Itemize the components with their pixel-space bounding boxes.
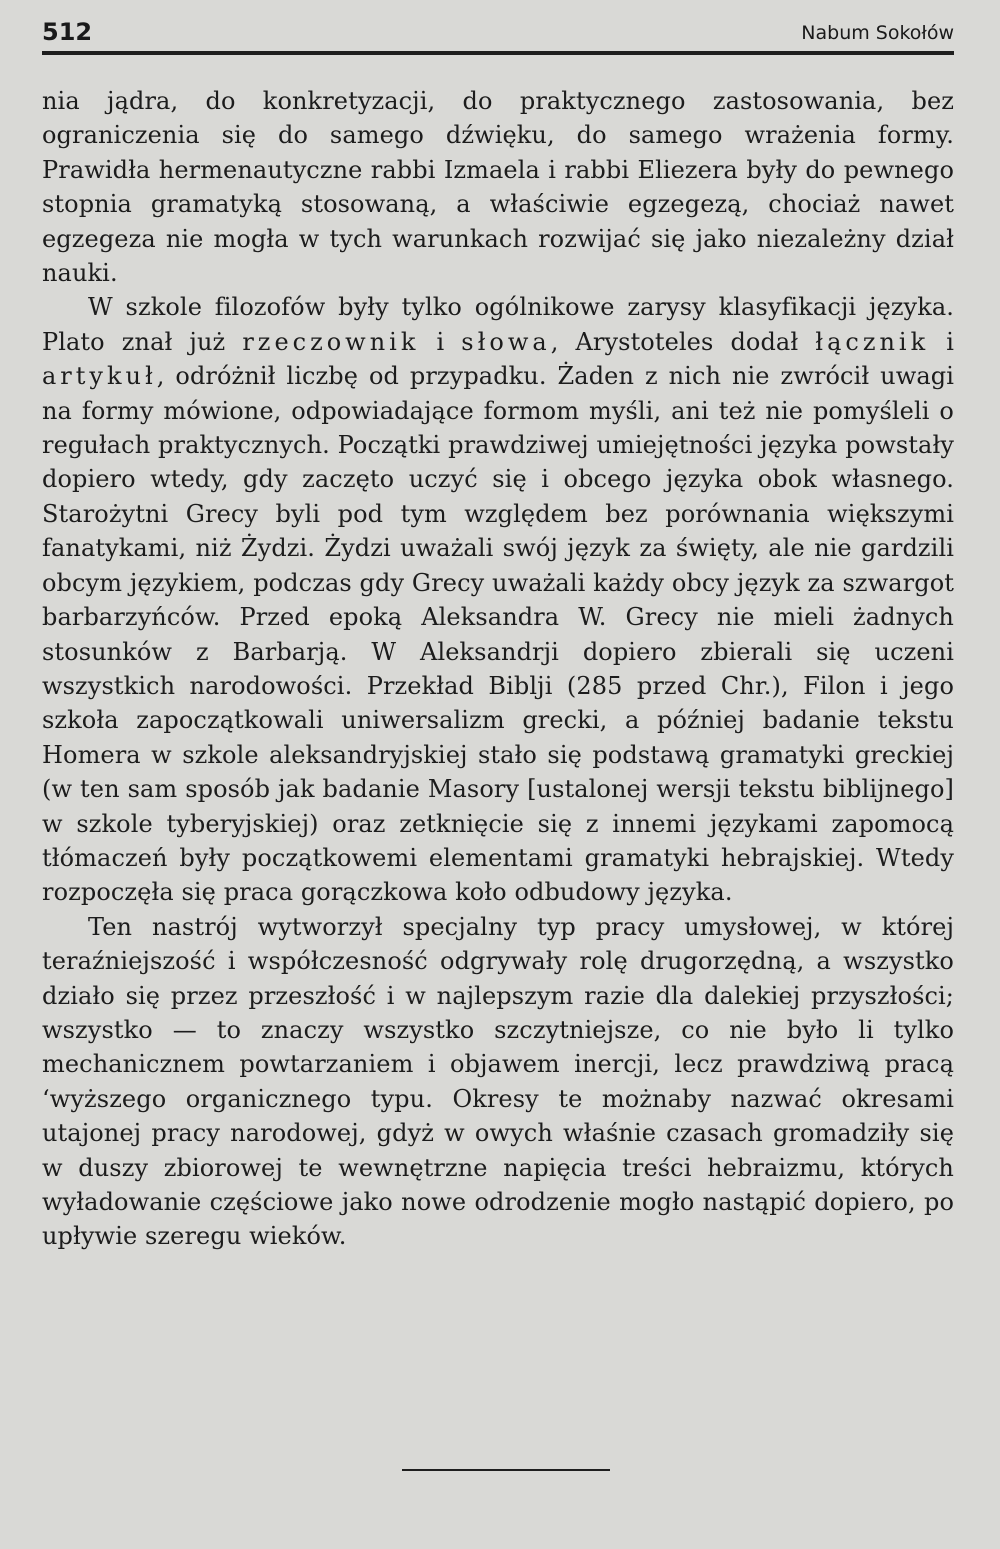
paragraph-2-text-d: i [929,327,954,356]
paragraph-2 [42,290,954,909]
chapter-end-rule [402,1469,610,1471]
paragraph-3-text: Ten nastrój wytworzył specjalny typ pracy umysłowej, w której teraźniejszość i współczesność odgrywały rolę drugorzędną, a wszystko działo się przez przeszłość i w najlepszym razie dla dalekiej przyszłości; wszystko — to znaczy wszystko szczytniejsze, co nie było li tylko mechanicznem powtarzaniem i objawem inercji, lecz prawdziwą pracą ʻwyższego organicznego typu. Okresy te możnaby nazwać okresami utajonej pracy narodowej, gdyż w owych właśnie czasach gromadziły się w duszy zbiorowej te wewnętrzne napięcia treści hebraizmu, których wyładowanie częściowe jako nowe odrodzenie mogło nastąpić dopiero, po upływie szeregu wieków. [42,912,954,1251]
paragraph-1 [42,84,954,290]
term-artykul: artykuł [42,362,157,391]
paragraph-2-text-e: , odróżnił liczbę od przypadku. Żaden z nich nie zwrócił uwagi na formy mówione, odpowiadające formom myśli, ani też nie pomyśleli o regułach praktycznych. Początki prawdziwej umiejętności języka powstały dopiero wtedy, gdy zaczęto uczyć się i obcego języka obok własnego. Starożytni Grecy byli pod tym względem bez porównania większymi fanatykami, niż Żydzi. Żydzi uważali swój język za święty, ale nie gardzili obcym językiem, podczas gdy Grecy uważali każdy obcy język za szwargot barbarzyńców. Przed epoką Aleksandra W. Grecy nie mieli żadnych stosunków z Barbarją. W Aleksandrji dopiero zbierali się uczeni wszystkich narodowości. Przekład Biblji (285 przed Chr.), Filon i jego szkoła zapoczątkowali uniwersalizm grecki, a później badanie tekstu Homera w szkole aleksandryjskiej stało się podstawą gramatyki greckiej (w ten sam sposób jak badanie Masory [ustalonej wersji tekstu biblijnego] w szkole tyberyjskiej) oraz zetknięcie się z innemi językami zapomocą tłómaczeń były początkowemi elementami gramatyki hebrajskiej. Wtedy rozpoczęła się praca gorączkowa koło odbudowy języka. [42,362,954,907]
page-header [42,14,954,50]
paragraph-2-text-b: i [419,327,462,356]
term-rzeczownik: rzeczownik [242,327,420,356]
term-slowa: słowa [461,327,551,356]
paragraph-2-text-c: , Arystoteles dodał [550,327,816,356]
paragraph-3 [42,910,954,1254]
term-lacznik: łącznik [815,327,930,356]
paragraph-2-text-a: W szkole filozofów były tylko ogólnikowe zarysy klasyfikacji języka. Plato znał już [42,293,954,356]
page-number: 512 [42,18,93,46]
body-text [42,84,954,1254]
paragraph-1-text: nia jądra, do konkretyzacji, do praktycznego zastosowania, bez ograniczenia się do samego dźwięku, do samego wrażenia formy. Prawidła hermenautyczne rabbi Izmaela i rabbi Eliezera były do pewnego stopnia gramatyką stosowaną, a właściwie egzegezą, chociaż nawet egzegeza nie mogła w tych warunkach rozwijać się jako niezależny dział nauki. [42,87,954,288]
header-rule [42,51,954,55]
running-head: Nabum Sokołów [801,22,954,44]
